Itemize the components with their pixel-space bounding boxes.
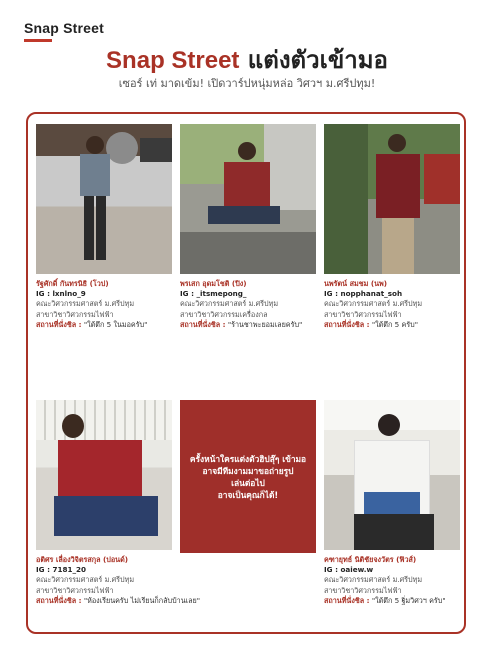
- person-ig: IG : oaiew.w: [324, 565, 374, 575]
- person-major: สาขาวิชาวิศวกรรมไฟฟ้า: [324, 309, 402, 319]
- person-card: [36, 400, 200, 606]
- person-photo: [324, 124, 460, 274]
- person-faculty: คณะวิศวกรรมศาสตร์ ม.ศรีปทุม: [324, 299, 423, 309]
- person-card: [324, 400, 460, 606]
- person-major: สาขาวิชาวิศวกรรมไฟฟ้า: [36, 585, 114, 595]
- person-photo: [36, 124, 172, 274]
- person-major: สาขาวิชาวิศวกรรมเครื่องกล: [180, 309, 268, 319]
- fav-spot: "ใต้ตึก 5 ในมอครับ": [83, 319, 148, 329]
- person-name: พรเสก อุดมโชติ (ปิง): [180, 279, 247, 288]
- page-subtitle: เซอร์ เท่ มาดเข้ม! เปิดวาร์ปหนุ่มหล่อ วิศวฯ ม.ศรีปทุม!: [118, 77, 376, 90]
- fav-spot: "ร้านชาพะยอมเลยครับ": [227, 319, 303, 329]
- person-card: [180, 124, 316, 330]
- person-photo: [180, 124, 316, 274]
- person-name: อติศร เลื่องวิจิตรสกุล (ปอนด์): [36, 555, 129, 564]
- person-ig: IG : nopphanat_soh: [324, 289, 403, 299]
- page-title-th: แต่งตัวเข้ามอ: [247, 46, 388, 74]
- person-card: [36, 124, 172, 330]
- fav-spot-label: สถานที่นั่งชิล :: [324, 319, 370, 329]
- person-card: [324, 124, 460, 330]
- person-ig: IG : 7181_20: [36, 565, 87, 575]
- promo-line: อาจมีทีมงามมาขอถ่ายรูป: [202, 465, 294, 476]
- promo-line: เล่นต่อไป: [231, 477, 265, 488]
- fav-spot: "ห้องเรียนครับ ไม่เรียนก็กลับบ้านเลย": [83, 595, 200, 605]
- person-name: คฑายุทธ์ นิติชัยจงวัตร (ฟิวส์): [324, 555, 417, 564]
- promo-line: อาจเป็นคุณก็ได้!: [217, 489, 279, 500]
- fav-spot: "ใต้ตึก 5 ฐิ่มวิศวฯ ครับ": [371, 595, 446, 605]
- person-info: [36, 555, 200, 606]
- person-ig: IG : lxnlno_9: [36, 289, 86, 299]
- person-major: สาขาวิชาวิศวกรรมไฟฟ้า: [36, 309, 114, 319]
- person-photo: [324, 400, 460, 550]
- brand-label: Snap Street: [24, 20, 104, 36]
- person-ig: IG : _itsmepong_: [180, 289, 247, 299]
- person-info: [36, 279, 172, 330]
- fav-spot: "ใต้ตึก 5 ครับ": [371, 319, 418, 329]
- fav-spot-label: สถานที่นั่งชิล :: [324, 595, 370, 605]
- page-title-en: Snap Street: [106, 47, 240, 74]
- person-info: [180, 279, 316, 330]
- person-major: สาขาวิชาวิศวกรรมไฟฟ้า: [324, 585, 402, 595]
- person-name: นพรัตน์ สมชม (นพ): [324, 279, 388, 288]
- fav-spot-label: สถานที่นั่งชิล :: [36, 595, 82, 605]
- person-photo: [36, 400, 172, 550]
- person-name: รัฐศักดิ์ กันทรนิธิ (โวป): [36, 279, 109, 288]
- fav-spot-label: สถานที่นั่งชิล :: [180, 319, 226, 329]
- person-faculty: คณะวิศวกรรมศาสตร์ ม.ศรีปทุม: [36, 299, 135, 309]
- fav-spot-label: สถานที่นั่งชิล :: [36, 319, 82, 329]
- person-faculty: คณะวิศวกรรมศาสตร์ ม.ศรีปทุม: [324, 575, 423, 585]
- person-faculty: คณะวิศวกรรมศาสตร์ ม.ศรีปทุม: [180, 299, 279, 309]
- person-info: [324, 555, 460, 606]
- promo-line: ครั้งหน้าใครแต่งตัวฮิปสุ๊ๆ เข้ามอ: [189, 453, 307, 464]
- person-faculty: คณะวิศวกรรมศาสตร์ ม.ศรีปทุม: [36, 575, 135, 585]
- promo-box: [180, 400, 316, 553]
- person-info: [324, 279, 460, 330]
